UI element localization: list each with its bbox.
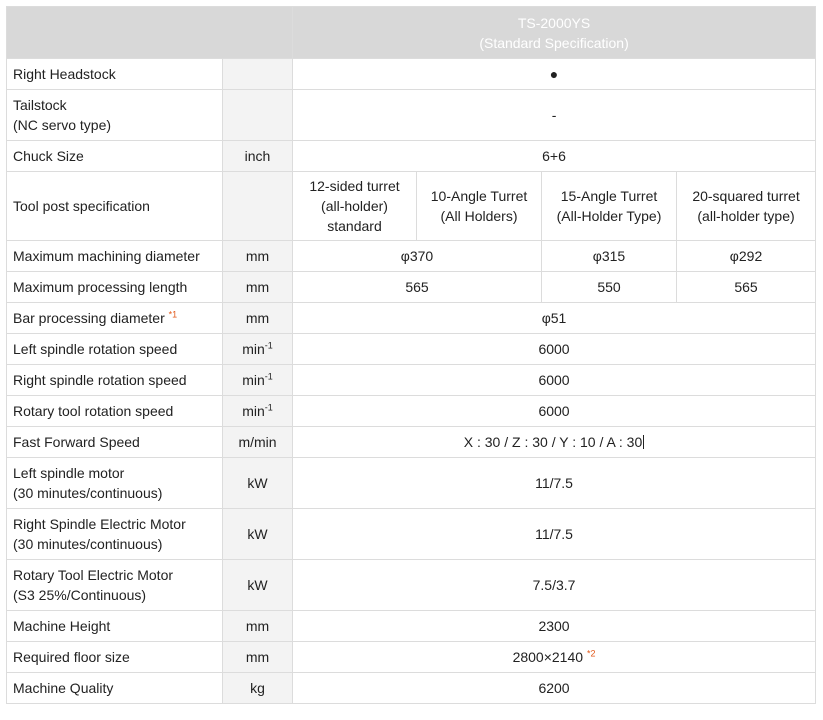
option-line: standard (327, 218, 382, 234)
spec-table (6, 6, 816, 704)
table-row (7, 303, 816, 334)
value-text: 2800×2140 (512, 649, 584, 665)
row-unit (223, 172, 293, 241)
unit-exponent: -1 (264, 340, 273, 351)
tool-post-option (417, 172, 542, 241)
row-label: Right spindle rotation speed (7, 365, 223, 396)
row-value: φ292 (677, 241, 816, 272)
row-unit: kW (223, 509, 293, 560)
table-row (7, 272, 816, 303)
row-value: φ370 (293, 241, 542, 272)
table-row (7, 241, 816, 272)
row-value: 6000 (293, 365, 816, 396)
row-unit: m/min (223, 427, 293, 458)
row-value: 565 (677, 272, 816, 303)
row-value: φ51 (293, 303, 816, 334)
option-line: 20-squared turret (692, 188, 800, 204)
row-label: Right Headstock (7, 59, 223, 90)
tool-post-option (293, 172, 417, 241)
footnote-marker: *1 (168, 309, 178, 320)
option-line: (all-holder type) (697, 208, 795, 224)
text-caret (643, 435, 644, 449)
label-line: Left spindle motor (13, 465, 125, 481)
row-value: 7.5/3.7 (293, 560, 816, 611)
row-value: 11/7.5 (293, 509, 816, 560)
footnote-marker: *2 (586, 648, 596, 659)
row-label: Left spindle rotation speed (7, 334, 223, 365)
row-value: 6+6 (293, 141, 816, 172)
option-line: (all-holder) (321, 198, 388, 214)
label-line: (S3 25%/Continuous) (13, 587, 147, 603)
row-value (293, 427, 816, 458)
row-label (7, 458, 223, 509)
row-label: Fast Forward Speed (7, 427, 223, 458)
unit-exponent: -1 (264, 371, 273, 382)
row-label: Rotary tool rotation speed (7, 396, 223, 427)
table-row (7, 560, 816, 611)
label-line: (30 minutes/continuous) (13, 485, 163, 501)
row-value: ● (293, 59, 816, 90)
unit-exponent: -1 (264, 402, 273, 413)
row-value: - (293, 90, 816, 141)
table-row (7, 673, 816, 704)
value-text: X : 30 / Z : 30 / Y : 10 / A : 30 (463, 434, 643, 450)
row-label: Maximum machining diameter (7, 241, 223, 272)
row-unit: mm (223, 611, 293, 642)
table-row (7, 427, 816, 458)
row-label: Maximum processing length (7, 272, 223, 303)
option-line: 12-sided turret (309, 178, 400, 194)
table-row (7, 90, 816, 141)
row-unit: inch (223, 141, 293, 172)
row-label (7, 560, 223, 611)
table-row (7, 365, 816, 396)
row-unit (223, 365, 293, 396)
row-unit: kW (223, 560, 293, 611)
row-label: Required floor size (7, 642, 223, 673)
label-text: Bar processing diameter (13, 310, 165, 326)
model-header (293, 7, 816, 59)
table-row (7, 141, 816, 172)
table-row (7, 509, 816, 560)
label-line: Right Spindle Electric Motor (13, 516, 186, 532)
row-unit (223, 90, 293, 141)
option-line: 15-Angle Turret (560, 188, 658, 204)
row-unit: kW (223, 458, 293, 509)
row-unit: mm (223, 241, 293, 272)
option-line: 10-Angle Turret (430, 188, 528, 204)
row-value (293, 642, 816, 673)
table-row (7, 59, 816, 90)
row-unit: mm (223, 303, 293, 334)
row-unit: kg (223, 673, 293, 704)
row-value: 550 (542, 272, 677, 303)
header-blank (7, 7, 293, 59)
row-value: 565 (293, 272, 542, 303)
label-line: Rotary Tool Electric Motor (13, 567, 174, 583)
header-row (7, 7, 816, 59)
unit-base: min (242, 372, 265, 388)
row-unit: mm (223, 272, 293, 303)
table-row (7, 172, 816, 241)
table-row (7, 396, 816, 427)
table-row (7, 611, 816, 642)
table-row (7, 642, 816, 673)
row-value: 6000 (293, 396, 816, 427)
model-name: TS-2000YS (517, 14, 591, 31)
row-label: Chuck Size (7, 141, 223, 172)
table-row (7, 334, 816, 365)
tool-post-option (542, 172, 677, 241)
unit-base: min (242, 341, 265, 357)
row-unit (223, 396, 293, 427)
row-label (7, 509, 223, 560)
unit-base: min (242, 403, 265, 419)
label-line: Tailstock (13, 97, 67, 113)
row-value: 6000 (293, 334, 816, 365)
option-line: (All-Holder Type) (556, 208, 662, 224)
table-row (7, 458, 816, 509)
label-line: (NC servo type) (13, 117, 112, 133)
row-label: Machine Height (7, 611, 223, 642)
row-value: 2300 (293, 611, 816, 642)
row-label (7, 90, 223, 141)
label-line: (30 minutes/continuous) (13, 536, 163, 552)
row-label: Machine Quality (7, 673, 223, 704)
row-value: 11/7.5 (293, 458, 816, 509)
option-line: (All Holders) (440, 208, 518, 224)
row-value: 6200 (293, 673, 816, 704)
row-value: φ315 (542, 241, 677, 272)
row-label: Tool post specification (7, 172, 223, 241)
spec-type: (Standard Specification) (479, 34, 629, 51)
row-unit: mm (223, 642, 293, 673)
row-unit (223, 59, 293, 90)
row-label (7, 303, 223, 334)
row-unit (223, 334, 293, 365)
tool-post-option (677, 172, 816, 241)
